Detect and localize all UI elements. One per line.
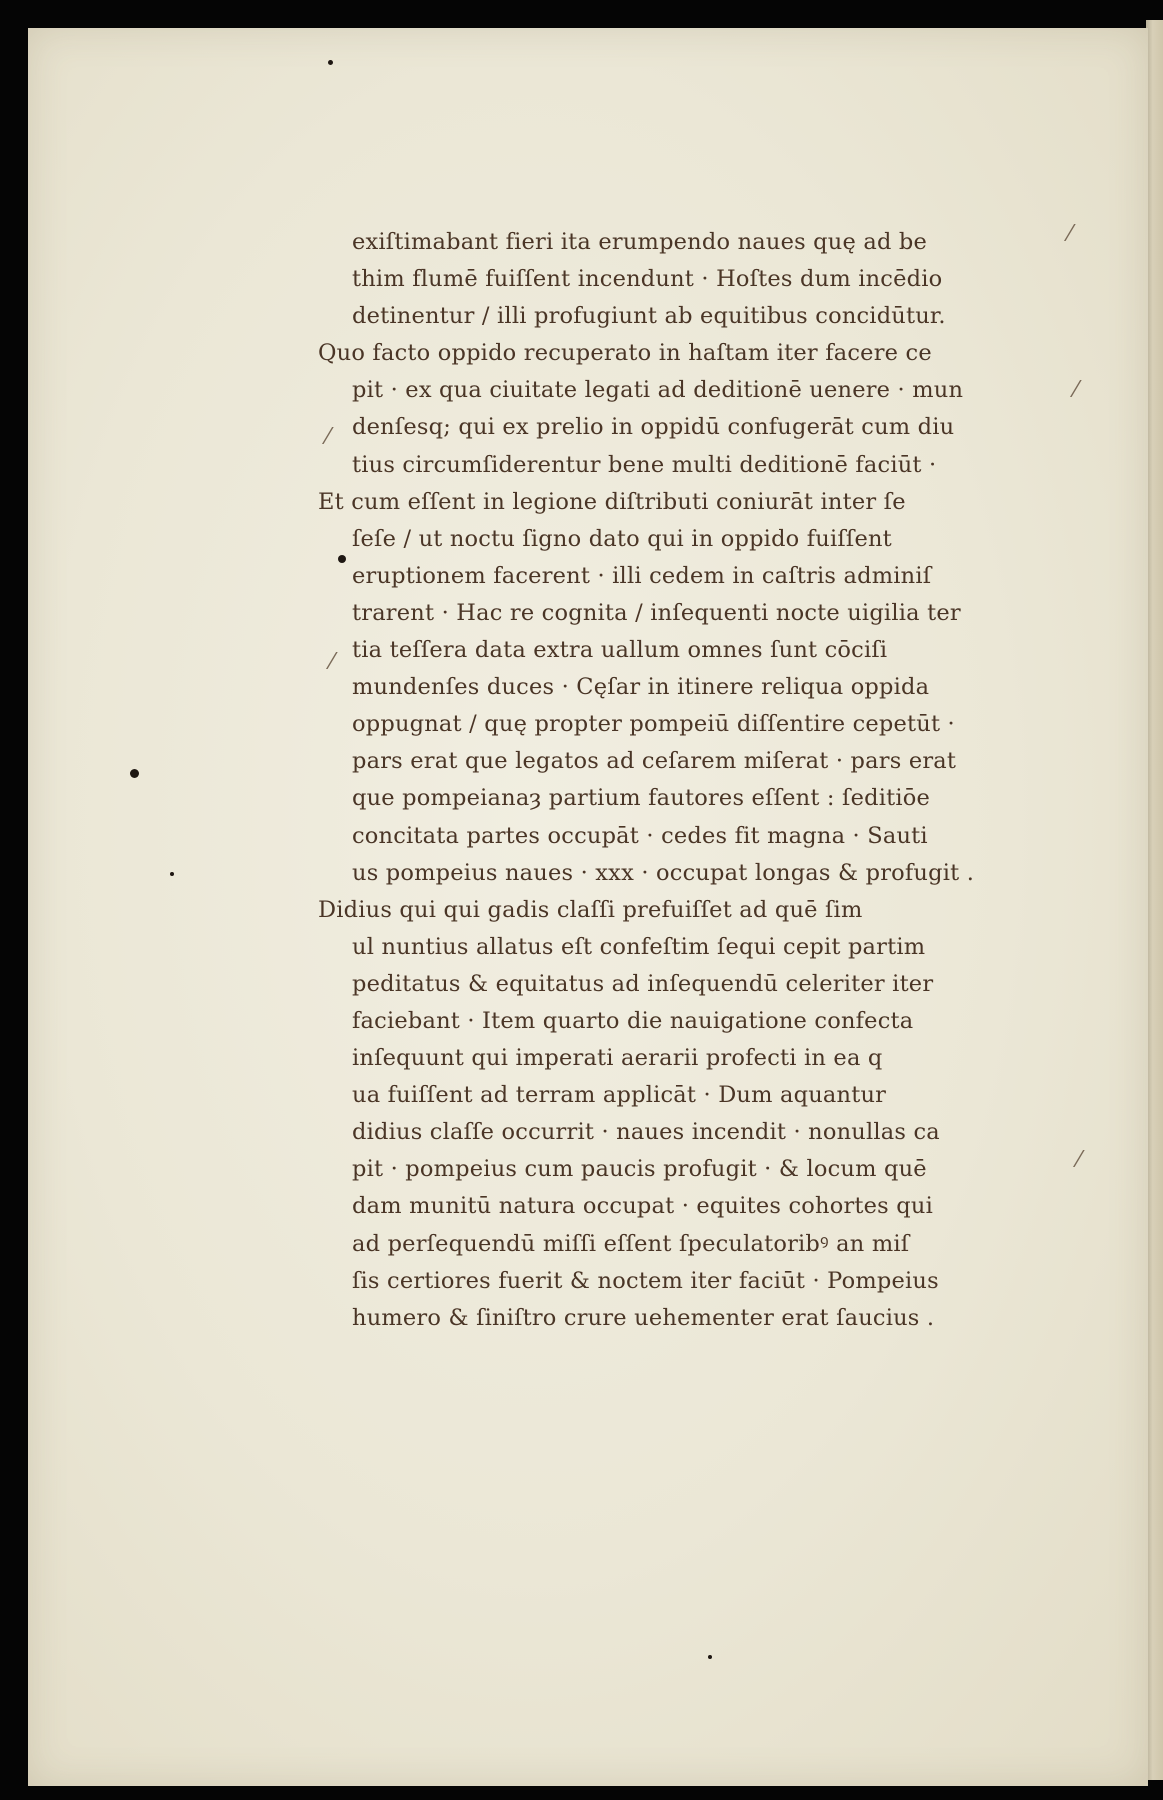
- text-line: inſequunt qui imperati aerarii profecti in ea q: [352, 1045, 883, 1072]
- margin-slash-2: ⁄: [1074, 378, 1078, 403]
- text-line: Et cum eſſent in legione diſtributi coniurāt inter ſe: [318, 488, 906, 515]
- text-line: us pompeius naues · xxx · occupat longas & profugit .: [352, 859, 975, 886]
- page-dot-left-2: [170, 872, 174, 876]
- page-dot-left-1: [130, 769, 139, 778]
- text-line: pit · pompeius cum paucis profugit · & locum quē: [352, 1156, 927, 1183]
- text-line: exiſtimabant fieri ita erumpendo naues quę ad be: [352, 229, 928, 255]
- text-line: peditatus & equitatus ad inſequendū celeriter iter: [352, 970, 934, 997]
- margin-slash-4: ⁄: [330, 650, 334, 675]
- margin-dot-line9: [338, 555, 346, 563]
- text-line: mundenſes duces · Cęſar in itinere reliqua oppida: [352, 674, 930, 701]
- page-dot-bottom: [708, 1655, 712, 1659]
- text-line: faciebant · Item quarto die nauigatione confecta: [352, 1007, 914, 1034]
- margin-slash-3: ⁄: [326, 425, 330, 450]
- text-line: thim flumē fuiſſent incendunt · Hoſtes dum incēdio: [352, 266, 943, 293]
- text-line: didius claſſe occurrit · naues incendit · nonullas ca: [352, 1119, 940, 1146]
- text-line: ad perſequendū miſſi eſſent ſpeculatoribꝰ an miſ: [352, 1230, 910, 1257]
- text-line: que pompeianaȝ partium fautores eſſent : ſeditiōe: [352, 785, 930, 812]
- text-line: pars erat que legatos ad ceſarem miſerat · pars erat: [352, 748, 957, 775]
- adjacent-page-edge: [1146, 20, 1163, 1780]
- text-line: tia teſſera data extra uallum omnes ſunt cōciſi: [352, 637, 888, 664]
- text-line: pit · ex qua ciuitate legati ad deditionē uenere · mun: [352, 377, 964, 404]
- margin-slash-5: ⁄: [1077, 1148, 1081, 1173]
- text-line: ſeſe / ut noctu ſigno dato qui in oppido fuiſſent: [352, 525, 892, 552]
- page-dot-top: [328, 60, 333, 65]
- margin-slash-1: ⁄: [1068, 222, 1072, 247]
- text-line: oppugnat / quę propter pompeiū diſſentire cepetūt ·: [352, 711, 955, 738]
- text-line: dam munitū natura occupat · equites cohortes qui: [352, 1193, 933, 1220]
- text-line: Didius qui qui gadis claſſi prefuiſſet ad quē ſim: [318, 896, 863, 923]
- text-line: eruptionem facerent · illi cedem in caſtris adminiſ: [352, 562, 932, 589]
- text-line: denſesq; qui ex prelio in oppidū confugerāt cum diu: [352, 414, 955, 441]
- text-line: ul nuntius allatus eſt confeſtim ſequi cepit partim: [352, 933, 926, 960]
- text-line: Quo facto oppido recuperato in haſtam iter facere ce: [318, 340, 932, 367]
- manuscript-text-column: [318, 224, 1098, 1337]
- text-line: ua fuiſſent ad terram applicāt · Dum aquantur: [352, 1082, 887, 1109]
- text-line: humero & ſiniſtro crure uehementer erat ſaucius .: [352, 1304, 935, 1331]
- text-line: trarent · Hac re cognita / inſequenti nocte uigilia ter: [352, 599, 961, 626]
- text-line: tius circumſiderentur bene multi deditionē faciūt ·: [352, 451, 937, 478]
- text-line: concitata partes occupāt · cedes fit magna · Sauti: [352, 822, 928, 849]
- text-line: detinentur / illi profugiunt ab equitibus concidūtur.: [352, 303, 946, 330]
- text-line: ſis certiores fuerit & noctem iter faciūt · Pompeius: [352, 1267, 939, 1294]
